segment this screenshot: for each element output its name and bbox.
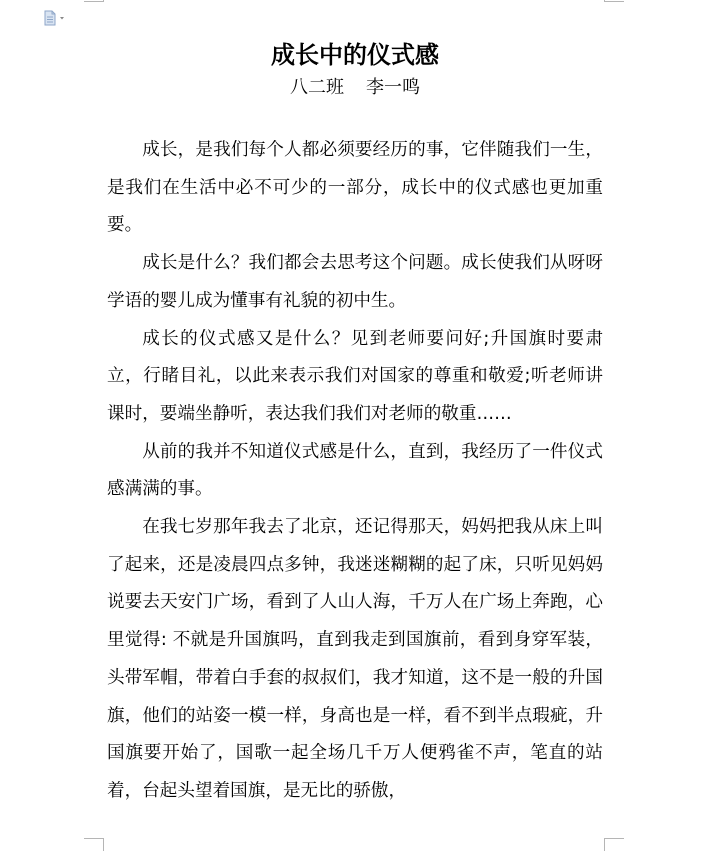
document-icon [44, 10, 68, 26]
paragraph: 从前的我并不知道仪式感是什么，直到，我经历了一件仪式感满满的事。 [107, 441, 603, 500]
page-corner-top-right [604, 0, 624, 2]
class-name: 八二班 [290, 77, 344, 98]
paragraph: 在我七岁那年我去了北京，还记得那天，妈妈把我从床上叫了起来，还是凌晨四点多钟，我迷迷糊糊的起了床，只听见妈妈说要去天安门广场，看到了人山人海，千万人在广场上奔跑，心里觉得: 不就是升国旗吗，直到我走到国旗前，看到身穿军装，头带军帽，带着白手套的叔叔们，我才知道，这不是一般的升国旗，他们的站姿一模一样，身高也是一样，看不到半点瑕疵，升国旗要开始了，国歌一起全场几千万人便鸦雀不声，笔直的站着，台起头望着国旗，是无比的骄傲， [107, 517, 603, 801]
document-menu-icon[interactable] [44, 10, 68, 26]
document-page[interactable] [107, 36, 603, 811]
byline [107, 74, 603, 102]
paragraph: 成长是什么？我们都会去思考这个问题。成长使我们从呀呀学语的婴儿成为懂事有礼貌的初中生。 [107, 253, 603, 311]
author-name: 李一鸣 [366, 77, 420, 98]
page-corner-bottom-left [84, 838, 104, 851]
paragraph: 成长，是我们每个人都必须要经历的事，它伴随我们一生，是我们在生活中必不可少的一部分，成长中的仪式感也更加重要。 [107, 140, 603, 236]
document-title: 成长中的仪式感 [271, 41, 439, 69]
page-corner-bottom-right [604, 838, 624, 851]
page-corner-top-left [84, 0, 104, 2]
paragraph: 成长的仪式感又是什么？见到老师要问好;升国旗时要肃立，行睹目礼，以此来表示我们对国家的尊重和敬爱;听老师讲课时，要端坐静听，表达我们我们对老师的敬重…… [107, 328, 603, 424]
document-body [107, 132, 603, 811]
